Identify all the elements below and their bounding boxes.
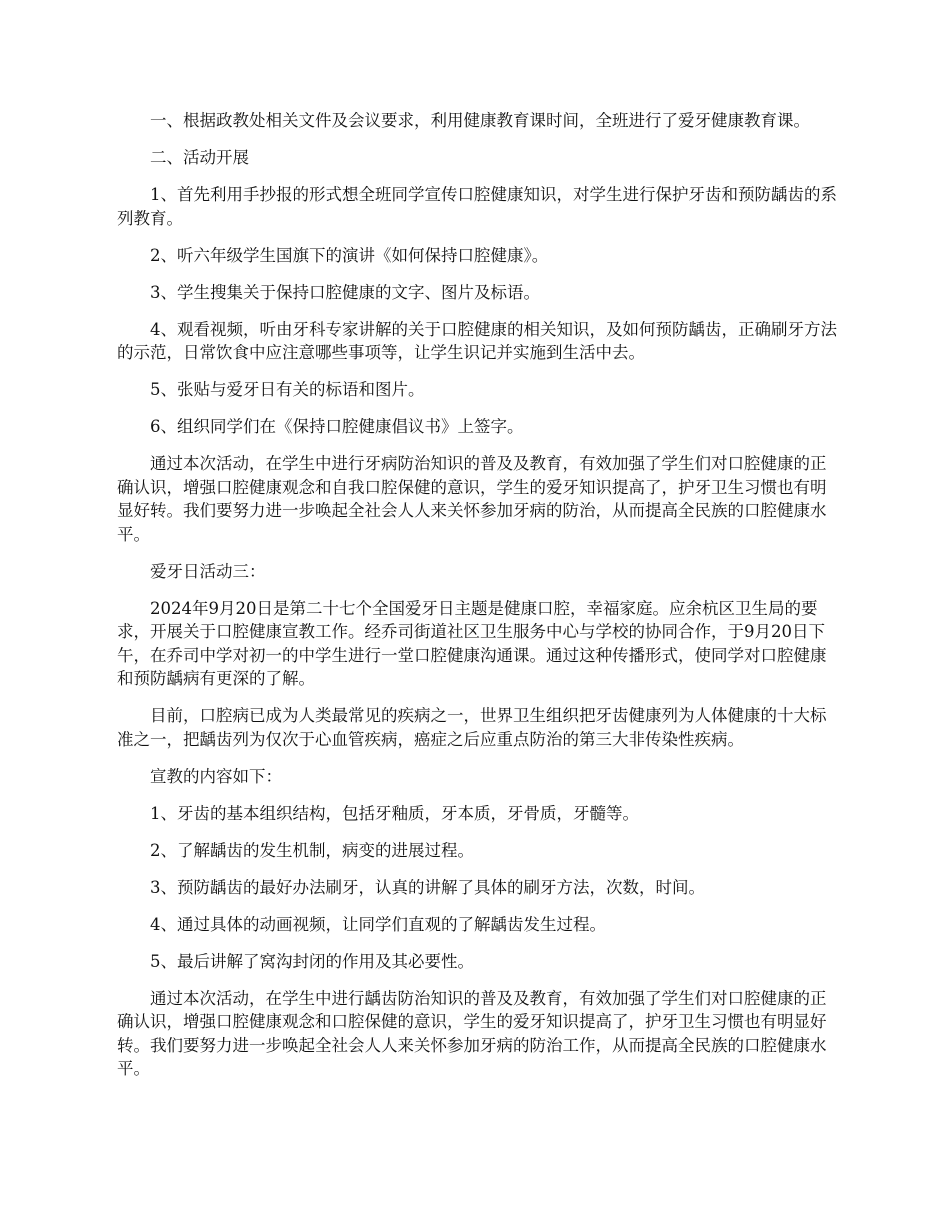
paragraph-conclusion: 通过本次活动，在学生中进行龋齿防治知识的普及及教育，有效加强了学生们对口腔健康的正确认识，增强口腔健康观念和口腔保健的意识，学生的爱牙知识提高了，护牙卫生习惯也有明显好转。我们要努力进一步唤起全社会人人来关怀参加牙病的防治工作，从而提高全民族的口腔健康水平。: [117, 988, 827, 1078]
list-item: 2、了解龋齿的发生机制，病变的进展过程。: [150, 840, 474, 860]
list-item: 2、听六年级学生国旗下的演讲《如何保持口腔健康》。: [150, 245, 549, 265]
list-item: 4、观看视频，听由牙科专家讲解的关于口腔健康的相关知识，及如何预防龋齿，正确刷牙方法的示范，日常饮食中应注意哪些事项等，让学生识记并实施到生活中去。: [117, 319, 837, 362]
paragraph-background: 目前，口腔病已成为人类最常见的疾病之一，世界卫生组织把牙齿健康列为人体健康的十大标准之一，把龋齿列为仅次于心血管疾病，癌症之后应重点防治的第三大非传染性疾病。: [117, 706, 827, 749]
paragraph-summary: 通过本次活动，在学生中进行牙病防治知识的普及及教育，有效加强了学生们对口腔健康的正确认识，增强口腔健康观念和自我口腔保健的意识，学生的爱牙知识提高了，护牙卫生习惯也有明显好转。我们要努力进一步唤起全社会人人来关怀参加牙病的防治，从而提高全民族的口腔健康水平。: [117, 454, 827, 544]
list-item: 1、牙齿的基本组织结构，包括牙釉质，牙本质，牙骨质，牙髓等。: [150, 803, 639, 823]
list-item: 5、张贴与爱牙日有关的标语和图片。: [150, 380, 425, 399]
list-item: 3、学生搜集关于保持口腔健康的文字、图片及标语。: [150, 282, 540, 302]
list-item: 1、首先利用手抄报的形式想全班同学宣传口腔健康知识，对学生进行保护牙齿和预防龋齿的系列教育。: [117, 185, 837, 228]
paragraph-intro: 一、根据政教处相关文件及会议要求，利用健康教育课时间，全班进行了爱牙健康教育课。: [150, 111, 810, 130]
section-heading-activities: 二、活动开展: [150, 148, 249, 167]
list-item: 4、通过具体的动画视频，让同学们直观的了解龋齿发生过程。: [150, 914, 606, 934]
section-heading-activity-three: 爱牙日活动三：: [150, 561, 266, 581]
section-heading-content: 宣教的内容如下：: [150, 766, 282, 786]
paragraph-event-description: 2024年9月20日是第二十七个全国爱牙日主题是健康口腔，幸福家庭。应余杭区卫生局的要求，开展关于口腔健康宣教工作。经乔司街道社区卫生服务中心与学校的协同合作，于9月20日下午，在乔司中学对初一的中学生进行一堂口腔健康沟通课。通过这种传播形式，使同学对口腔健康和预防龋病有更深的了解。: [117, 598, 827, 688]
list-item: 5、最后讲解了窝沟封闭的作用及其必要性。: [150, 951, 474, 971]
list-item: 6、组织同学们在《保持口腔健康倡议书》上签字。: [150, 417, 524, 436]
list-item: 3、预防龋齿的最好办法刷牙，认真的讲解了具体的刷牙方法，次数，时间。: [150, 877, 705, 897]
